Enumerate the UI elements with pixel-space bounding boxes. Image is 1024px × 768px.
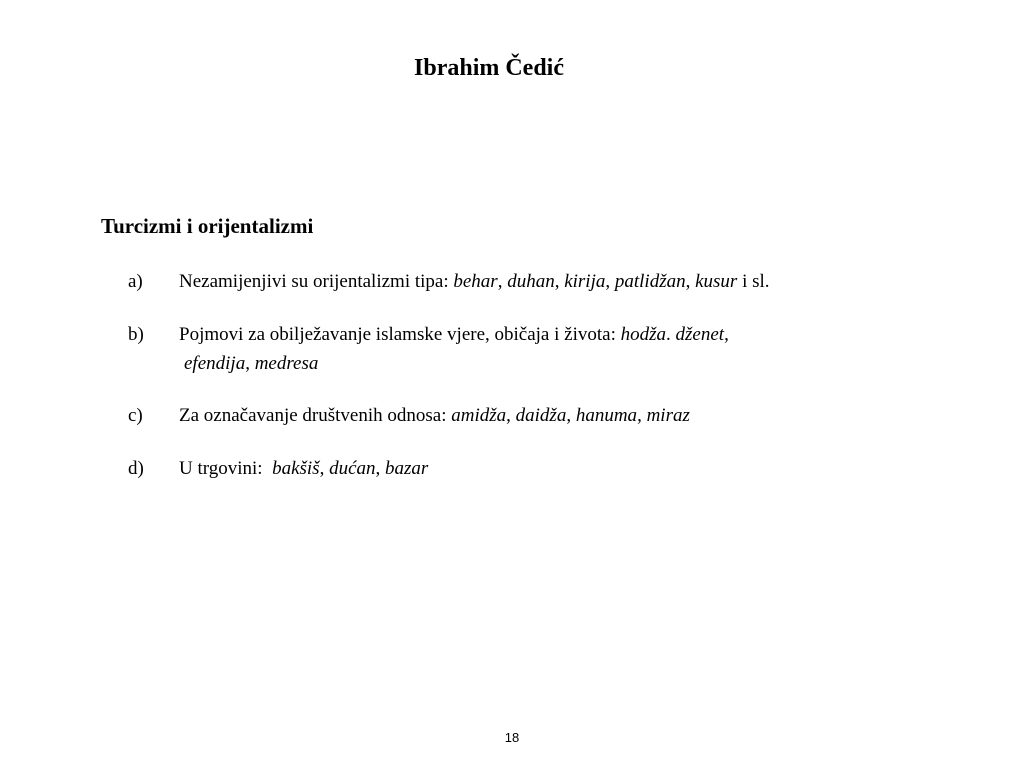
section-heading: Turcizmi i orijentalizmi <box>101 214 314 238</box>
page-number: 18 <box>504 730 520 745</box>
term: bazar <box>385 458 429 479</box>
term: bakšiš <box>272 458 320 479</box>
term: efendija <box>184 353 246 374</box>
item-intro: U trgovini: <box>179 458 273 479</box>
separator: , <box>375 458 386 479</box>
term: duhan <box>507 271 555 292</box>
list-item-continuation <box>179 349 729 378</box>
list-marker: b) <box>128 324 144 345</box>
separator: . <box>666 324 676 345</box>
term: hanuma <box>575 405 638 426</box>
list-item-text <box>179 454 428 483</box>
term: medresa <box>254 353 319 374</box>
separator: , <box>319 458 330 479</box>
term: dućan <box>329 458 376 479</box>
separator: , <box>605 271 615 292</box>
list-item-text <box>179 401 690 430</box>
separator: , <box>724 324 729 345</box>
term: kusur <box>695 271 738 292</box>
term: daidža <box>515 405 567 426</box>
term: amidža <box>451 405 507 426</box>
term: kirija <box>564 271 606 292</box>
term: patlidžan <box>614 271 686 292</box>
item-intro: Za označavanje društvenih odnosa: <box>179 405 452 426</box>
item-ending: i sl. <box>737 271 770 292</box>
separator: , <box>685 271 696 292</box>
list-item-text <box>179 320 729 378</box>
list-marker: a) <box>128 271 143 292</box>
separator: , <box>245 353 255 374</box>
separator: , <box>637 405 647 426</box>
separator: , <box>506 405 516 426</box>
term: hodža <box>620 324 667 345</box>
list-marker: c) <box>128 405 143 426</box>
term: miraz <box>646 405 690 426</box>
item-intro: Nezamijenjivi su orijentalizmi tipa: <box>179 271 454 292</box>
term: behar <box>453 271 498 292</box>
term: dženet <box>675 324 725 345</box>
author-name: Ibrahim Čedić <box>414 55 564 81</box>
separator: , <box>554 271 565 292</box>
separator: , <box>566 405 576 426</box>
list-item-text <box>179 267 770 296</box>
separator: , <box>497 271 508 292</box>
item-intro: Pojmovi za obilježavanje islamske vjere, običaja i života: <box>179 324 621 345</box>
list-marker: d) <box>128 458 144 479</box>
